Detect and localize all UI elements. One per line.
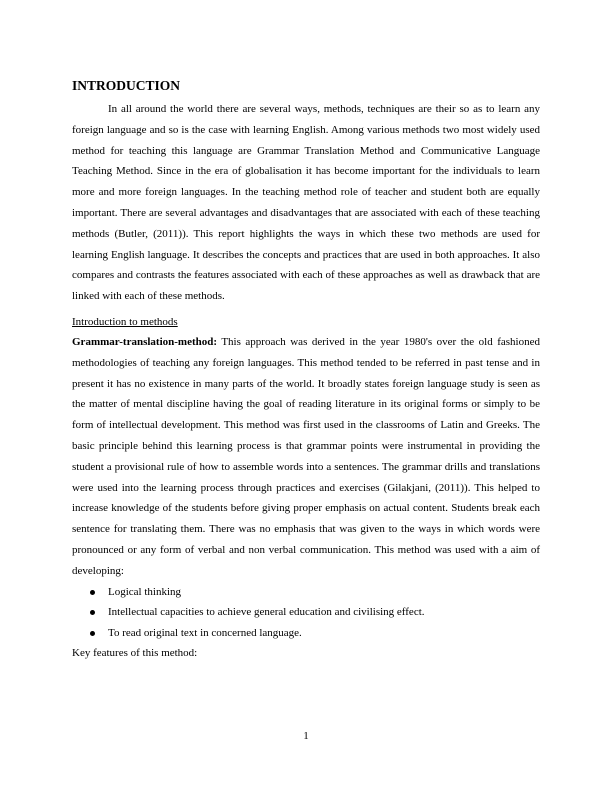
bullet-icon	[90, 610, 95, 615]
list-item-text: To read original text in concerned language.	[108, 626, 302, 639]
list-item-text: Intellectual capacities to achieve general education and civilising effect.	[108, 606, 425, 619]
list-item-text: Logical thinking	[108, 585, 182, 598]
gtm-description: This approach was derived in the year 1980's over the old fashioned methodologies of teaching any foreign languages. This method tended to be referred in past tense and in present it has no existence in many parts of the world. It broadly states foreign language study is seen as the matter of mental discipline having the goal of reading literature in its original forms or simply to be form of intellectual development. This method was first used in the classrooms of Latin and Greeks. The basic principle behind this learning process is that grammar points were instrumental in providing the student a provisional rule of how to assemble words into a sentences. The grammar drills and translations were used into the learning process through practices and exercises (Gilakjani, (2011)). This helped to increase knowledge of the students before giving proper emphasis on actual content. Students break each sentence for translating them. There was no emphasis that was given to the ways in which words were pronounced or any form of verbal and non verbal communication. This method was used with a aim of developing:	[72, 335, 540, 577]
methods-subheading: Introduction to methods	[72, 315, 178, 328]
gtm-paragraph	[72, 332, 540, 582]
bullet-icon	[90, 590, 95, 595]
list-item	[72, 582, 540, 603]
bullet-icon	[90, 631, 95, 636]
page-content	[72, 77, 540, 663]
gtm-term: Grammar-translation-method:	[72, 335, 218, 348]
intro-paragraph: In all around the world there are several ways, methods, techniques are their so as to learn any foreign language and so is the case with learning English. Among various methods two most widely used method for teaching this language are Grammar Translation Method and Communicative Language Teaching Method. Since in the era of globalisation it has become important for the individuals to learn more and more foreign languages. In the teaching method role of teacher and student both are equally important. There are several advantages and disadvantages that are associated with each of these teaching methods (Butler, (2011)). This report highlights the ways in which these two methods are used for learning English language. It describes the concepts and practices that are used in both approaches. It also compares and contrasts the features associated with each of these approaches as well as drawback that are linked with each of these methods.	[72, 103, 540, 303]
section-heading: INTRODUCTION	[72, 78, 181, 93]
aims-list	[72, 582, 540, 644]
page-number: 1	[303, 730, 309, 742]
list-item	[72, 602, 540, 623]
list-item	[72, 623, 540, 644]
key-features-label: Key features of this method:	[72, 647, 198, 660]
